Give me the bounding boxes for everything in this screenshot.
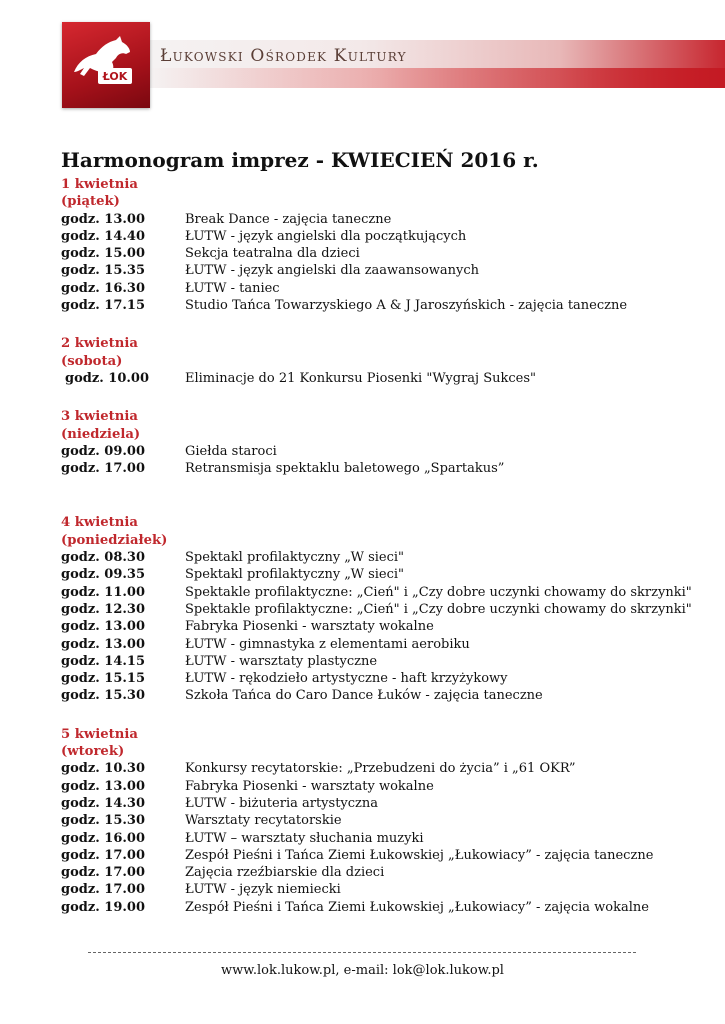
event-row [61,370,681,387]
day-date: 2 kwietnia [61,336,138,352]
event-time: godz. 17.00 [61,882,145,898]
event-row [61,211,681,228]
header-band-accent [150,68,725,88]
event-time: godz. 11.00 [61,584,145,600]
event-row [61,881,681,898]
logo [62,22,150,108]
event-row [61,653,681,670]
event-desc: ŁUTW - język angielski dla początkujących [185,228,467,244]
event-desc: Zespół Pieśni i Tańca Ziemi Łukowskiej „Łukowiacy” - zajęcia wokalne [185,899,649,915]
event-desc: ŁUTW - gimnastyka z elementami aerobiku [185,636,470,652]
event-time: godz. 10.30 [61,761,145,777]
event-desc: ŁUTW - warsztaty plastyczne [185,653,378,669]
day-weekday: (sobota) [61,353,123,369]
event-row [61,601,692,618]
event-desc: ŁUTW - taniec [185,280,280,296]
day-weekday: (piątek) [61,194,120,210]
event-row [61,584,692,601]
event-desc: Konkursy recytatorskie: „Przebudzeni do życia” i „61 OKR” [185,761,576,777]
footer-divider [88,952,636,953]
event-desc: Spektakle profilaktyczne: „Cień" i „Czy dobre uczynki chowamy do skrzynki" [185,601,692,617]
event-time: godz. 16.00 [61,830,145,846]
event-row [61,566,681,583]
event-desc: ŁUTW - biżuteria artystyczna [185,795,379,811]
event-row [61,549,681,566]
event-desc: Studio Tańca Towarzyskiego A & J Jaroszyńskich - zajęcia taneczne [185,298,628,314]
event-desc: Fabryka Piosenki - warsztaty wokalne [185,778,434,794]
day-date: 1 kwietnia [61,177,138,192]
event-time: godz. 08.30 [61,550,145,566]
event-row [61,795,681,812]
event-time: godz. 15.30 [61,813,145,829]
event-row [61,618,681,635]
footer-contact: www.lok.lukow.pl, e-mail: lok@lok.lukow.pl [221,963,504,978]
svg-text:ŁOK: ŁOK [102,70,128,83]
event-desc: ŁUTW - język niemiecki [185,882,341,898]
event-time: godz. 14.15 [61,653,145,669]
event-desc: Break Dance - zajęcia taneczne [185,211,392,227]
event-desc: Zespół Pieśni i Tańca Ziemi Łukowskiej „Łukowiacy” - zajęcia taneczne [185,847,654,863]
event-row [61,899,681,916]
event-desc: Spektakl profilaktyczny „W sieci" [185,567,405,583]
event-row [61,297,681,314]
event-row [61,830,681,847]
event-row [61,262,681,279]
event-row [61,760,681,777]
event-desc: Spektakl profilaktyczny „W sieci" [185,550,405,566]
day-block [61,176,681,314]
event-time: godz. 17.00 [61,847,145,863]
horse-logo-icon [68,32,144,98]
event-time: godz. 15.00 [61,246,145,262]
event-row [61,460,681,477]
event-row [61,636,681,653]
day-weekday: (niedziela) [61,426,141,442]
event-desc: Warsztaty recytatorskie [185,813,342,829]
event-time: godz. 15.30 [61,688,145,704]
day-block [61,514,692,704]
event-row [61,443,681,460]
event-time: godz. 12.30 [61,601,145,617]
event-desc: Spektakle profilaktyczne: „Cień" i „Czy dobre uczynki chowamy do skrzynki" [185,584,692,600]
event-row [61,864,681,881]
event-time: godz. 09.00 [61,443,145,459]
event-time: godz. 16.30 [61,280,145,296]
day-weekday: (poniedziałek) [61,532,168,548]
page-title: Harmonogram imprez - KWIECIEŃ 2016 r. [61,148,539,172]
event-desc: Retransmisja spektaklu baletowego „Spartakus” [185,461,505,477]
schedule [61,176,692,916]
day-weekday: (wtorek) [61,744,125,760]
event-time: godz. 15.35 [61,263,145,279]
event-desc: ŁUTW - rękodzieło artystyczne - haft krzyżykowy [185,671,508,687]
event-row [61,228,681,245]
event-desc: Zajęcia rzeźbiarskie dla dzieci [185,865,385,881]
event-row [61,847,681,864]
event-time: godz. 14.40 [61,228,145,244]
event-desc: ŁUTW - język angielski dla zaawansowanych [185,263,480,279]
day-block [61,408,681,477]
event-row [61,812,681,829]
event-desc: Giełda staroci [185,443,277,459]
event-time: godz. 15.15 [61,671,145,687]
day-date: 3 kwietnia [61,409,138,425]
event-time: godz. 14.30 [61,795,145,811]
day-date: 4 kwietnia [61,515,138,531]
event-time: godz. 17.00 [61,865,145,881]
day-block [61,335,681,387]
event-time: godz. 13.00 [61,619,145,635]
event-time: godz. 19.00 [61,899,145,915]
event-desc: Sekcja teatralna dla dzieci [185,246,360,262]
event-row [61,670,681,687]
event-desc: Szkoła Tańca do Caro Dance Łuków - zajęcia taneczne [185,688,543,704]
event-row [61,245,681,262]
event-time: godz. 17.15 [61,298,145,314]
event-time: godz. 09.35 [61,567,145,583]
event-time: godz. 13.00 [61,778,145,794]
day-block [61,726,681,916]
event-desc: Fabryka Piosenki - warsztaty wokalne [185,619,434,635]
event-row [61,778,681,795]
event-time: godz. 13.00 [61,211,145,227]
event-row [61,280,681,297]
event-time: godz. 17.00 [61,461,145,477]
day-date: 5 kwietnia [61,726,138,742]
event-time: godz. 13.00 [61,636,145,652]
event-row [61,687,681,704]
event-desc: ŁUTW – warsztaty słuchania muzyki [185,830,424,846]
event-desc: Eliminacje do 21 Konkursu Piosenki "Wygraj Sukces" [185,370,536,386]
org-name: Łukowski Ośrodek Kultury [160,46,407,66]
event-time: godz. 10.00 [65,370,149,386]
